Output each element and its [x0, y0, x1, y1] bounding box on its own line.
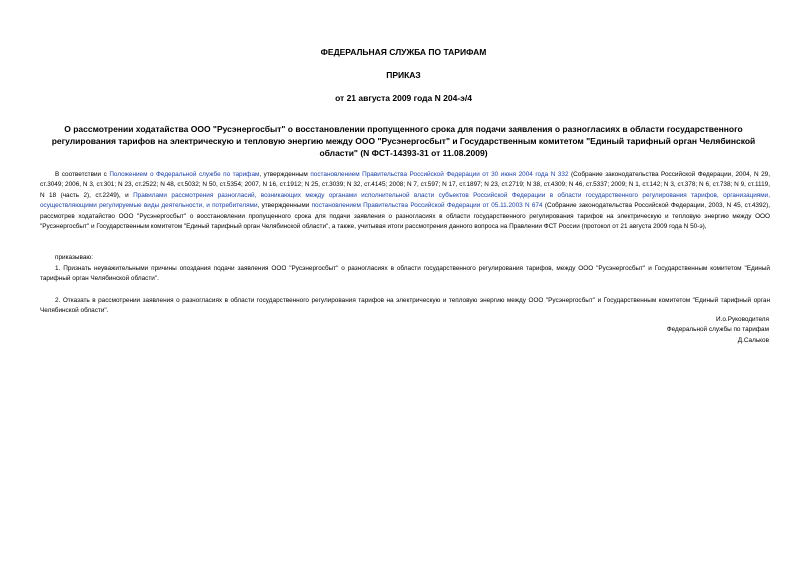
document-type: ПРИКАЗ: [386, 70, 421, 80]
link-government-decree-332[interactable]: постановлением Правительства Российской Федерации от 30 июня 2004 года N 332: [310, 171, 569, 178]
signature-agency: Федеральной службы по тарифам: [666, 326, 769, 334]
signature-name: Д.Сальков: [737, 336, 769, 344]
link-government-decree-674[interactable]: постановлением Правительства Российской Федерации от 05.11.2003 N 674: [311, 202, 543, 210]
preamble-text-2: , утвержденным: [259, 171, 311, 178]
document-date-number: от 21 августа 2009 года N 204-э/4: [335, 93, 472, 103]
document-title: О рассмотрении ходатайства ООО "Русэнергосбыт" о восстановлении пропущенного срока для подачи заявления о разногласиях в области государственного регулирования тарифов на электрическую и тепловую энергию между ООО "Русэнергосбыт" и Государственным комитетом "Единый тарифный орган Челябинской области" (N ФСТ-14393-31 от 11.08.2009): [51, 124, 756, 158]
link-regulation-fst[interactable]: Положением о Федеральной службе по тарифам: [109, 171, 260, 178]
preamble-text-4: , утвержденными: [257, 202, 312, 210]
signature-position: И.о.Руководителя: [716, 316, 769, 323]
order-item-2: 2. Отказать в рассмотрении заявления о разногласиях в области государственного регулирования тарифов на электрическую и тепловую энергию между ООО "Русэнергосбыт" и Государственным комитетом "Единый тарифный орган Челябинской области".: [40, 297, 770, 315]
preamble-text-3: (Собрание законодательства Российской Федерации, 2004, N 29, ст.3049; 2006, N 3, ст.301; N 23, ст.2522; N 48, ст.5032; N 50, ст.5354; 2007, N 16, ст.1912; N 25, ст.3039; N 32, ст.4145; 2008; N 7, ст.597; N 17, ст.1897; N 23, ст.2719; N 38, ст.4309; N 46, ст.5337; 2009; N 1, ст.142; N 3, ст.378; N 6, ст.738; N 9, ст.1119, N 18 (часть 2), ст.2249), и: [40, 171, 771, 199]
order-word: приказываю:: [55, 254, 93, 261]
agency-name: ФЕДЕРАЛЬНАЯ СЛУЖБА ПО ТАРИФАМ: [320, 47, 487, 57]
order-item-1: 1. Признать неуважительными причины опоздания подачи заявления ООО "Русэнергосбыт" о разногласиях в области государственного регулирования тарифов, между ООО "Русэнергосбыт" и Государственным комитетом "Единый тарифный орган Челябинской области".: [40, 265, 770, 283]
signature-block: [549, 315, 769, 346]
link-dispute-rules[interactable]: Правилами рассмотрения разногласий, возникающих между органами исполнительной власти субъектов Российской Федерации в области государственного регулирования тарифов, организациями, осуществляющими регулируемые виды деятельности, и потребителями: [40, 191, 770, 210]
preamble-text-5: (Собрание законодательства Российской Федерации, 2003, N 45, ст.4392), рассмотрев ходатайство ООО "Русэнергосбыт" о восстановлении пропущенного срока для подачи заявления о разногласиях в области государственного регулирования тарифов на электрическую и тепловую энергию между ООО "Русэнергосбыт" и Государственным комитетом "Единый тарифный орган Челябинской области", а также, учитывая итоги рассмотрения данного вопроса на Правлении ФСТ России (протокол от 21 августа 2009 года N 50-э),: [40, 202, 770, 231]
preamble-paragraph: [40, 170, 770, 232]
preamble-text-1: В соответствии с: [55, 171, 110, 178]
